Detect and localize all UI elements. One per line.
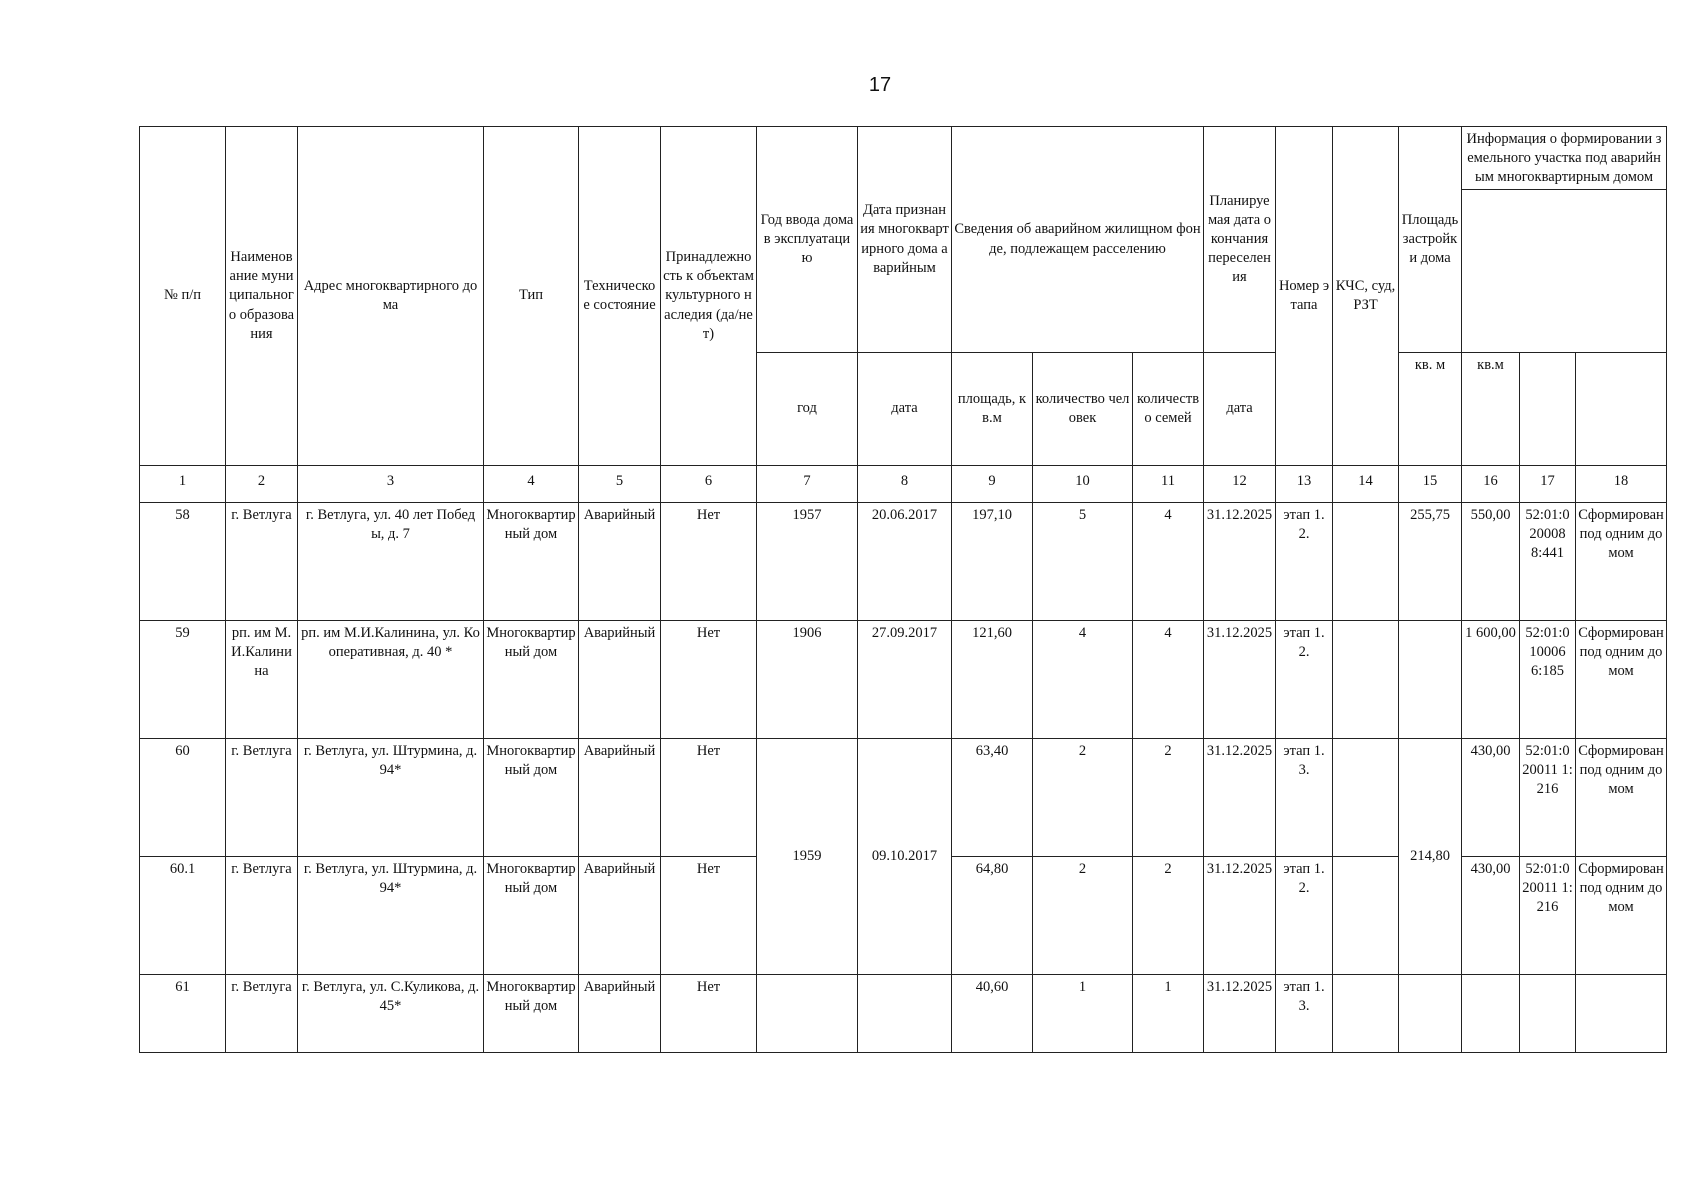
cell-date: 20.06.2017 [858, 503, 952, 621]
cell-people: 5 [1033, 503, 1133, 621]
cell-people: 2 [1033, 857, 1133, 975]
cell-end-date: 31.12.2025 [1204, 739, 1276, 857]
cell-number: 58 [140, 503, 226, 621]
column-number: 6 [661, 466, 757, 503]
cell-plot-area: 550,00 [1462, 503, 1520, 621]
cell-plot-area: 430,00 [1462, 739, 1520, 857]
column-number: 5 [579, 466, 661, 503]
cell-address: г. Ветлуга, ул. Штурмина, д. 94* [298, 857, 484, 975]
column-number: 8 [858, 466, 952, 503]
cell-area: 121,60 [952, 621, 1033, 739]
column-number: 7 [757, 466, 858, 503]
cell-type: Многоквартирный дом [484, 621, 579, 739]
cell-area: 64,80 [952, 857, 1033, 975]
cell-year [757, 975, 858, 1053]
column-number: 16 [1462, 466, 1520, 503]
cell-stage: этап 1.3. [1276, 739, 1333, 857]
cell-plot-char: Сформирован под одним домом [1576, 857, 1667, 975]
header-sub-area: площадь, кв.м [952, 353, 1033, 466]
column-number: 11 [1133, 466, 1204, 503]
cell-building-area [1399, 975, 1462, 1053]
cell-plot-area: 430,00 [1462, 857, 1520, 975]
header-sub-families: количество семей [1133, 353, 1204, 466]
cell-area: 197,10 [952, 503, 1033, 621]
header-commission-year: Год ввода дома в эксплуатацию [757, 127, 858, 353]
header-municipality: Наименование муниципального образования [226, 127, 298, 466]
header-building-area: Площадь застройки дома [1399, 127, 1462, 353]
cell-stage: этап 1.2. [1276, 503, 1333, 621]
cell-end-date: 31.12.2025 [1204, 857, 1276, 975]
cell-end-date: 31.12.2025 [1204, 503, 1276, 621]
cell-building-area: 255,75 [1399, 503, 1462, 621]
header-row-main [140, 127, 1667, 353]
header-sub-end-date: дата [1204, 353, 1276, 466]
cell-municipality: рп. им М.И.Калинина [226, 621, 298, 739]
header-sub-sqm: кв. м [1399, 353, 1462, 466]
cell-type: Многоквартирный дом [484, 975, 579, 1053]
header-stage-number: Номер этапа [1276, 127, 1333, 466]
cell-families: 2 [1133, 739, 1204, 857]
header-sub-date: дата [858, 353, 952, 466]
cell-stage: этап 1.2. [1276, 857, 1333, 975]
cell-people: 4 [1033, 621, 1133, 739]
cell-cadastre [1520, 975, 1576, 1053]
cell-number: 59 [140, 621, 226, 739]
header-type: Тип [484, 127, 579, 466]
cell-plot-area [1462, 975, 1520, 1053]
cell-type: Многоквартирный дом [484, 739, 579, 857]
table-row [140, 621, 1667, 739]
column-number: 13 [1276, 466, 1333, 503]
cell-cadastre: 52:01:020011 1:216 [1520, 857, 1576, 975]
cell-cadastre: 52:01:020008 8:441 [1520, 503, 1576, 621]
cell-type: Многоквартирный дом [484, 857, 579, 975]
cell-heritage: Нет [661, 739, 757, 857]
cell-kchs [1333, 621, 1399, 739]
cell-cadastre: 52:01:010006 6:185 [1520, 621, 1576, 739]
cell-kchs [1333, 975, 1399, 1053]
cell-type: Многоквартирный дом [484, 503, 579, 621]
header-emergency-fund: Сведения об аварийном жилищном фонде, подлежащем расселению [952, 127, 1204, 353]
cell-people: 1 [1033, 975, 1133, 1053]
header-sub-cadastre-continued [1520, 353, 1576, 466]
header-sub-people: количество человек [1033, 353, 1133, 466]
cell-date-merged: 09.10.2017 [858, 739, 952, 975]
cell-plot-char: Сформирован под одним домом [1576, 503, 1667, 621]
cell-kchs [1333, 503, 1399, 621]
cell-families: 4 [1133, 621, 1204, 739]
cell-families: 4 [1133, 503, 1204, 621]
header-sub-year: год [757, 353, 858, 466]
cell-plot-char: Сформирован под одним домом [1576, 621, 1667, 739]
column-number: 2 [226, 466, 298, 503]
header-land-plot-group [1462, 127, 1667, 353]
column-number: 12 [1204, 466, 1276, 503]
cell-number: 60 [140, 739, 226, 857]
cell-stage: этап 1.2. [1276, 621, 1333, 739]
page-number: 17 [868, 74, 892, 96]
cell-families: 2 [1133, 857, 1204, 975]
column-number: 18 [1576, 466, 1667, 503]
cell-state: Аварийный [579, 857, 661, 975]
cell-plot-char [1576, 975, 1667, 1053]
cell-cadastre: 52:01:020011 1:216 [1520, 739, 1576, 857]
table-row [140, 503, 1667, 621]
header-heritage: Принадлежность к объектам культурного наследия (да/нет) [661, 127, 757, 466]
header-technical-state: Техническое состояние [579, 127, 661, 466]
cell-state: Аварийный [579, 975, 661, 1053]
cell-year: 1957 [757, 503, 858, 621]
cell-people: 2 [1033, 739, 1133, 857]
column-number: 15 [1399, 466, 1462, 503]
header-sub-plot-sqm: кв.м [1462, 353, 1520, 466]
cell-number: 61 [140, 975, 226, 1053]
cell-year-merged: 1959 [757, 739, 858, 975]
cell-building-area-merged: 214,80 [1399, 739, 1462, 975]
column-numbers-row [140, 466, 1667, 503]
header-kchs: КЧС, суд, РЗТ [1333, 127, 1399, 466]
cell-kchs [1333, 739, 1399, 857]
cell-kchs [1333, 857, 1399, 975]
cell-building-area [1399, 621, 1462, 739]
cell-heritage: Нет [661, 857, 757, 975]
column-number: 17 [1520, 466, 1576, 503]
column-number: 9 [952, 466, 1033, 503]
cell-municipality: г. Ветлуга [226, 857, 298, 975]
header-row-number: № п/п [140, 127, 226, 466]
cell-heritage: Нет [661, 621, 757, 739]
cell-heritage: Нет [661, 503, 757, 621]
cell-end-date: 31.12.2025 [1204, 621, 1276, 739]
cell-municipality: г. Ветлуга [226, 739, 298, 857]
cell-address: г. Ветлуга, ул. Штурмина, д. 94* [298, 739, 484, 857]
table-row [140, 739, 1667, 857]
cell-state: Аварийный [579, 739, 661, 857]
column-number: 3 [298, 466, 484, 503]
cell-families: 1 [1133, 975, 1204, 1053]
column-number: 14 [1333, 466, 1399, 503]
header-address: Адрес многоквартирного дома [298, 127, 484, 466]
header-emergency-date: Дата признания многоквартирного дома аварийным [858, 127, 952, 353]
cell-area: 40,60 [952, 975, 1033, 1053]
column-number: 4 [484, 466, 579, 503]
cell-area: 63,40 [952, 739, 1033, 857]
cell-state: Аварийный [579, 621, 661, 739]
cell-plot-area: 1 600,00 [1462, 621, 1520, 739]
cell-municipality: г. Ветлуга [226, 975, 298, 1053]
column-number: 10 [1033, 466, 1133, 503]
cell-stage: этап 1.3. [1276, 975, 1333, 1053]
cell-state: Аварийный [579, 503, 661, 621]
header-sub-char-continued [1576, 353, 1667, 466]
header-planned-end-date: Планируемая дата окончания переселения [1204, 127, 1276, 353]
cell-municipality: г. Ветлуга [226, 503, 298, 621]
cell-address: г. Ветлуга, ул. 40 лет Победы, д. 7 [298, 503, 484, 621]
cell-date: 27.09.2017 [858, 621, 952, 739]
cell-number: 60.1 [140, 857, 226, 975]
cell-heritage: Нет [661, 975, 757, 1053]
cell-date [858, 975, 952, 1053]
table-row [140, 975, 1667, 1053]
cell-plot-char: Сформирован под одним домом [1576, 739, 1667, 857]
column-number: 1 [140, 466, 226, 503]
emergency-housing-table [139, 126, 1667, 1053]
cell-end-date: 31.12.2025 [1204, 975, 1276, 1053]
cell-year: 1906 [757, 621, 858, 739]
cell-address: рп. им М.И.Калинина, ул. Кооперативная, д. 40 * [298, 621, 484, 739]
header-land-plot-info: Информация о формировании земельного участка под аварийным многоквартирным домом [1462, 127, 1666, 190]
cell-address: г. Ветлуга, ул. С.Куликова, д. 45* [298, 975, 484, 1053]
